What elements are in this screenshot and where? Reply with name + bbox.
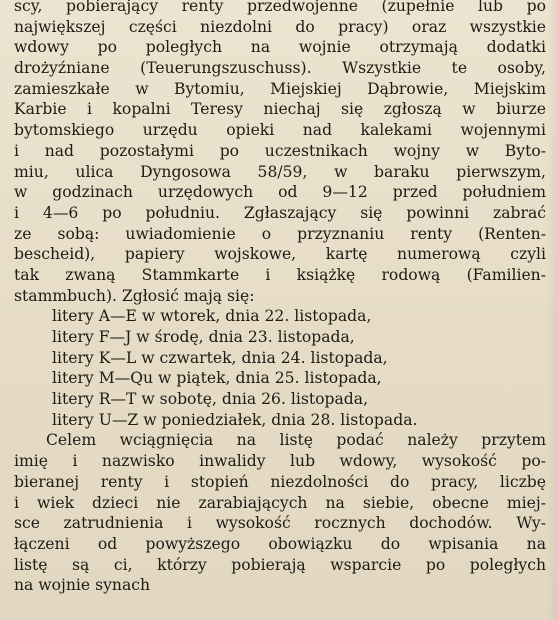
schedule-line: litery F—J w środę, dnia 23. listopada, xyxy=(52,328,355,346)
text-line: Karbie i kopalni Teresy niechaj się zgłoszą w biurze xyxy=(14,100,546,119)
text-line: i wiek dzieci nie zarabiających na siebie, obecne miej- xyxy=(14,493,546,512)
text-line: i nad pozostałymi po uczestnikach wojny w Byto- xyxy=(14,141,546,160)
text-line: ze sobą: uwiadomienie o przyznaniu renty (Renten- xyxy=(14,224,546,243)
page-edge-shadow xyxy=(547,0,557,620)
schedule-line: litery K—L w czwartek, dnia 24. listopada, xyxy=(52,348,388,367)
article-column xyxy=(14,0,546,596)
text-line: drożyźniane (Teuerungszuschuss). Wszystkie te osoby, xyxy=(14,59,546,78)
text-line: scy, pobierający renty przedwojenne (zupełnie lub po xyxy=(14,0,546,15)
schedule-line: litery U—Z w poniedziałek, dnia 28. listopada. xyxy=(52,410,418,429)
text-line: miu, ulica Dyngosowa 58/59, w baraku pierwszym, xyxy=(14,162,546,181)
text-line: sce zatrudnienia i wysokość rocznych dochodów. Wy- xyxy=(14,514,546,533)
text-line: wdowy po poległych na wojnie otrzymają dodatki xyxy=(14,38,546,57)
text-line: łączeni od powyższego obowiązku do wpisania na xyxy=(14,534,546,553)
text-line: zamieszkałe w Bytomiu, Miejskiej Dąbrowie, Miejskim xyxy=(14,79,546,98)
text-line: i 4—6 po południu. Zgłaszający się powinni zabrać xyxy=(14,203,546,222)
text-line: bytomskiego urzędu opieki nad kalekami wojennymi xyxy=(14,121,546,140)
text-line: największej części niezdolni do pracy) oraz wszystkie xyxy=(14,17,546,36)
text-line: w godzinach urzędowych od 9—12 przed południem xyxy=(14,183,546,202)
text-line: stammbuch). Zgłosić mają się: xyxy=(14,286,255,305)
text-line: Celem wciągnięcia na listę podać należy przytem xyxy=(46,431,546,450)
text-line: bescheid), papiery wojskowe, kartę numerową czyli xyxy=(14,245,546,264)
text-line: na wojnie synach xyxy=(14,576,151,595)
schedule-line: litery A—E w wtorek, dnia 22. listopada, xyxy=(52,307,372,326)
schedule-line: litery R—T w sobotę, dnia 26. listopada, xyxy=(52,390,369,409)
text-line: bieranej renty i stopień niezdolności do pracy, liczbę xyxy=(14,472,546,491)
text-line: listę są ci, którzy pobierają wsparcie po poległych xyxy=(14,555,546,574)
text-line: tak zwaną Stammkarte i książkę rodową (Familien- xyxy=(14,265,546,284)
schedule-line: litery M—Qu w piątek, dnia 25. listopada, xyxy=(52,369,382,388)
text-line: imię i nazwisko inwalidy lub wdowy, wysokość po- xyxy=(14,452,546,471)
